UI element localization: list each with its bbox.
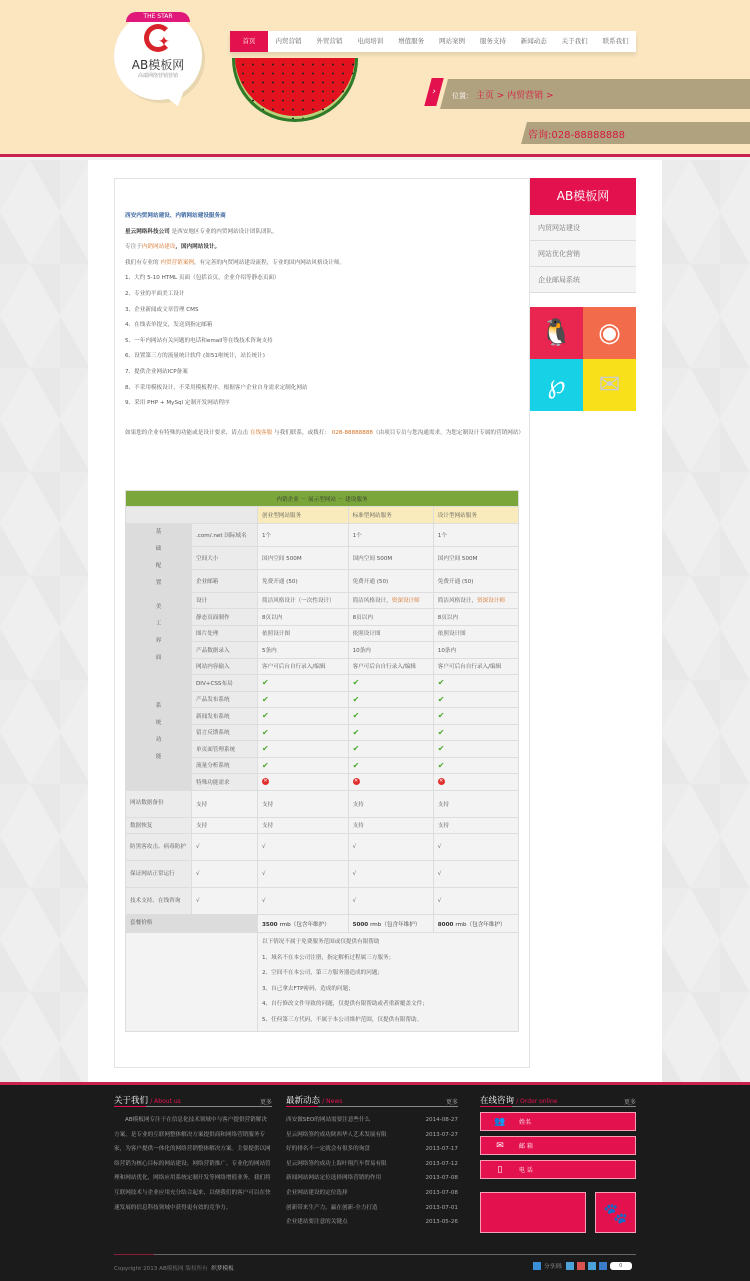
sidebar-item[interactable]: 企业邮局系统 <box>530 267 636 293</box>
check-icon: ✔ <box>437 744 445 754</box>
table-row: 系 统 功 能 DIV+CSS布局 ✔ ✔ ✔ <box>126 675 519 692</box>
cases-link[interactable]: 内贸营销案例 <box>160 259 194 266</box>
table-row: 网站数据备份 支持 支持 支持 支持 <box>126 790 519 817</box>
article-title: 西安内贸网站建设、内销网站建设服务商 <box>125 213 226 219</box>
price-row: 套餐价格 3500 rmb（包含年维护） 5000 rmb（包含年维护） 8000 rmb（包含年维护） <box>126 915 519 933</box>
check-icon: ✔ <box>352 678 360 688</box>
table-title: 内销企业 － 展示型网站 － 建设服务 <box>126 491 519 507</box>
copyright: Copyright 2013 AB模板网 版权所有 织梦模板 <box>114 1266 234 1272</box>
check-icon: ✔ <box>437 760 445 770</box>
list-item: 7、提供企业网站ICP备案 <box>125 368 188 375</box>
plan-header: 创业型网站服务 <box>258 507 349 524</box>
contact-phone: 028-88888888 <box>331 429 373 436</box>
table-row: 数据恢复 支持 支持 支持 支持 <box>126 817 519 834</box>
news-item[interactable]: 创新带来生产力，赢在创新-全力打造 2013-07-01 <box>286 1204 458 1211</box>
article-contact: 如果您的企业有特殊的功能或是设计要求，请点击 在线客服 与我们联系，或拨打： 028-88888888（由项目专员与您沟通需求，为您定制设计专属的营销网站） <box>125 429 524 436</box>
paw-icon: 🐾 <box>603 1200 628 1225</box>
note-item: 4、自行修改文件导致的问题，仅提供有限帮助或者重新覆盖文件； <box>262 1001 428 1008</box>
submit-button[interactable] <box>595 1192 636 1233</box>
table-row: 留言反馈系统 ✔ ✔ ✔ <box>126 724 519 741</box>
breadcrumb-path[interactable]: 主页 > 内贸营销 > <box>475 91 554 101</box>
phone-text: 咨询:028-88888888 <box>528 130 625 141</box>
logo-star-icon: ✦ <box>158 34 170 50</box>
check-icon: ✔ <box>352 744 360 754</box>
name-field[interactable]: 👥 姓名 <box>480 1112 636 1131</box>
email-icon[interactable]: ✉ <box>583 359 636 411</box>
check-icon: ✔ <box>262 727 269 737</box>
cross-icon: ✕ <box>439 778 444 785</box>
table-row: 网站内容输入 客户可后台自行录入/编辑 客户可后台自行录入/编辑 客户可后台自行录入/编辑 <box>126 658 519 675</box>
table-row: 新闻发布系统 ✔ ✔ ✔ <box>126 708 519 725</box>
more-link[interactable]: 更多 <box>445 1099 458 1106</box>
people-icon: 👥 <box>494 1116 506 1127</box>
nav-item-ecommerce-training[interactable]: 电商培训 <box>357 37 384 45</box>
online-service-link[interactable]: 在线客服 <box>249 429 273 436</box>
list-item: 4、在线表单提交，发送到指定邮箱 <box>125 322 213 329</box>
watermelon-illustration <box>232 58 358 122</box>
template-link[interactable]: 织梦模板 <box>211 1266 234 1272</box>
nav-item-home[interactable]: 首页 <box>230 31 268 52</box>
qq-icon[interactable]: 🐧 <box>530 307 583 359</box>
table-row: 图片处理 依照设计图 依照设计图 依照设计图 <box>126 625 519 642</box>
nav-item-contact[interactable]: 联系我们 <box>602 37 629 45</box>
pricing-table <box>125 490 519 1032</box>
tencent-weibo-icon[interactable]: ℘ <box>530 359 583 411</box>
check-icon: ✔ <box>352 727 360 737</box>
mail-icon: ✉ <box>496 1140 504 1151</box>
site-header <box>0 0 750 157</box>
nav-item-news[interactable]: 新闻动态 <box>520 37 547 45</box>
check-icon: ✔ <box>262 711 269 721</box>
nav-item-about[interactable]: 关于我们 <box>561 37 588 45</box>
share-count: 0 <box>610 1262 632 1270</box>
news-item[interactable]: 星云网络签约成功陕西华人艺术发展有限 2013-07-27 <box>286 1131 458 1138</box>
table-row: 技术支持、在线咨询 √ √ √ √ <box>126 888 519 915</box>
check-icon: ✔ <box>352 760 360 770</box>
article <box>125 209 525 441</box>
logo-slogan: 高端网络营销营销 <box>137 73 178 79</box>
table-row: 空间大小 国内空间 500M 国内空间 500M 国内空间 500M <box>126 546 519 569</box>
news-item[interactable]: 西安做SEO的网站需要注意些什么 2014-08-27 <box>286 1117 458 1123</box>
note-item: 3、自己拿去FTP密码，造成的问题； <box>262 985 354 992</box>
list-item: 2、专业的平面美工设计 <box>125 290 185 297</box>
phone-icon: ▯ <box>497 1164 503 1175</box>
table-row: 美 工 界 面 设计 简洁风格设计（一次性设计） 简洁风格设计，资深设计师 简洁风格设计，资深设计师 <box>126 592 519 609</box>
nav-item-domestic-marketing[interactable]: 内贸营销 <box>275 37 302 45</box>
sidebar-title: AB模板网 <box>530 178 636 215</box>
nav-item-foreign-marketing[interactable]: 外贸营销 <box>316 37 343 45</box>
more-link[interactable]: 更多 <box>259 1099 272 1106</box>
check-icon: ✔ <box>437 711 445 721</box>
group-label: 系 统 功 能 <box>126 675 192 791</box>
more-link[interactable]: 更多 <box>623 1099 636 1106</box>
news-item[interactable]: 新闻网站网站定位选择网络营销的作用 2013-07-08 <box>286 1175 458 1182</box>
site-logo[interactable] <box>114 12 202 100</box>
group-label: 基 础 配 置 <box>126 523 192 592</box>
table-row: 防黑客攻击、病毒防护 √ √ √ √ <box>126 834 519 861</box>
check-icon: ✔ <box>262 678 269 688</box>
sidebar <box>530 178 636 293</box>
table-row: 产品发布系统 ✔ ✔ ✔ <box>126 691 519 708</box>
check-icon: ✔ <box>262 694 269 704</box>
table-row: 产品数据录入 5条内 10条内 10条内 <box>126 642 519 659</box>
breadcrumb-label: 位置： <box>452 92 473 100</box>
list-item: 9、采用 PHP + MySql 定制开发网站程序 <box>125 400 230 407</box>
group-label: 美 工 界 面 <box>126 592 192 675</box>
table-row: 静态页面制作 8页以内 8页以内 8页以内 <box>126 609 519 626</box>
article-intro: 星云网络科技公司 是西安地区专业的内贸网站设计团队团队。 <box>125 228 278 235</box>
footer-divider <box>114 1254 636 1255</box>
logo-name: AB模板网 <box>131 58 185 72</box>
article-focus: 专注于内销网站建设，国内网站设计。 <box>125 244 221 251</box>
list-item: 3、企业新闻或文章管理 CMS <box>125 306 199 313</box>
qzone-icon[interactable] <box>566 1262 574 1270</box>
sidebar-item[interactable]: 内贸网站建设 <box>530 215 636 241</box>
footer-order: 在线咨询 / Order online 更多 👥 姓名 ✉ 邮 箱 ▯ 电 话 <box>480 1094 636 1179</box>
breadcrumb <box>424 78 750 108</box>
chevron-right-icon: › <box>424 78 444 106</box>
cross-icon: ✕ <box>353 778 359 785</box>
table-row: 基 础 配 置 .com/.net 国际域名 1个 1个 1个 <box>126 523 519 546</box>
note-item: 5、任何第三方代码，不属于本公司维护范围，仅提供有限帮助。 <box>262 1016 423 1023</box>
check-icon: ✔ <box>262 744 269 754</box>
check-icon: ✔ <box>437 694 445 704</box>
table-row: 保证网站正常运行 √ √ √ √ <box>126 861 519 888</box>
check-icon: ✔ <box>437 678 445 688</box>
share-bar: 分享到: 0 <box>533 1262 632 1270</box>
plan-header: 设计型网站服务 <box>433 507 518 524</box>
note-item: 2、空间不在本公司，第三方服务器造成的问题； <box>262 970 384 977</box>
plan-header: 标准型网站服务 <box>348 507 433 524</box>
focus-link[interactable]: 内销网站建设 <box>141 244 176 251</box>
list-item: 1、大约 5-10 HTML 页面（包括首页，企业介绍等静态页面） <box>125 275 280 282</box>
footer-news: 最新动态 / News 更多 西安做SEO的网站需要注意些什么 2014-08-27 星云网络签约成功陕西华人艺术发展有限 2013-07-27 好的排名不一定就会有很多的询盘 2013-07-17 星云网络签约成功上海叶翔汽车贸易有限 2013-07-12 新闻网站网站定位选择网络营销的作用 2013-07-08 企业网站建设的定位选择 2013-07-08 创新带来生产力，赢在创新-全力打造 2013-07-01 企业建站要注意的关键点 2013-05-26 <box>286 1094 458 1230</box>
check-icon: ✔ <box>352 711 360 721</box>
nav-item-support[interactable]: 服务支持 <box>479 37 506 45</box>
note-item: 1、域名不在本公司注册，指定解析过程属三方服务； <box>262 954 395 961</box>
list-item: 8、不采用模板设计，不采用模板程序，根据客户企业自身需求定制化网站 <box>125 384 308 391</box>
email-field[interactable]: ✉ 邮 箱 <box>480 1136 636 1155</box>
news-item[interactable]: 企业建站要注意的关键点 2013-05-26 <box>286 1219 458 1226</box>
renren-icon[interactable] <box>599 1262 607 1270</box>
social-tiles <box>530 307 636 411</box>
footer-about: 关于我们 / About us 更多 AB模板网专注于在信息化技术领域中与客户提供营销解决方案，是专业的互联网整体解决方案提供商和网络营销服务专家，为客户提供一体化的网络营销整体解决方案。主要提供以网络营销为核心目标的网站建设、网络营销推广、专业化的网站管理和网站优化，网络应用系统定制开发等网络增值业务。我们将互联网技术与企业应用充分结合起来，以便我们的客户可以在快速发展的信息科技领域中获得更有效的竞争力。 <box>114 1094 272 1215</box>
news-item[interactable]: 企业网站建设的定位选择 2013-07-08 <box>286 1189 458 1196</box>
list-item: 6、设置第三方的流量统计软件 (如51啦统计，站长统计) <box>125 353 265 360</box>
news-item[interactable]: 好的排名不一定就会有很多的询盘 2013-07-17 <box>286 1146 458 1153</box>
sina-weibo-icon[interactable] <box>577 1262 585 1270</box>
table-row: 单页面管理系统 ✔ ✔ ✔ <box>126 741 519 758</box>
table-row: 企业邮箱 免费开通 (50) 免费开通 (50) 免费开通 (50) <box>126 569 519 592</box>
phone-field[interactable]: ▯ 电 话 <box>480 1160 636 1179</box>
article-we: 我们有专业的 内贸营销案例，有完善的内贸网站建设流程，专业的国内网站风格设计师。 <box>125 259 345 266</box>
sidebar-item[interactable]: 网站优化营销 <box>530 241 636 267</box>
list-item: 5、一年内网站有关问题的电话和email等在线技术咨询支持 <box>125 337 273 344</box>
nav-item-cases[interactable]: 网站案例 <box>439 37 465 45</box>
table-row: 特殊功能需求 ✕ ✕ ✕ <box>126 774 519 791</box>
check-icon: ✔ <box>437 727 445 737</box>
news-item[interactable]: 星云网络签约成功上海叶翔汽车贸易有限 2013-07-12 <box>286 1160 458 1167</box>
message-textarea[interactable] <box>480 1192 586 1233</box>
notes-row <box>126 933 519 1032</box>
cross-icon: ✕ <box>263 778 268 785</box>
weibo-icon[interactable]: ◉ <box>583 307 636 359</box>
logo-band: THE STAR <box>126 12 190 22</box>
table-row: 流量分析系统 ✔ ✔ ✔ <box>126 757 519 774</box>
tencent-weibo-share-icon[interactable] <box>588 1262 596 1270</box>
check-icon: ✔ <box>352 694 360 704</box>
check-icon: ✔ <box>262 760 269 770</box>
nav-item-value-added[interactable]: 增值服务 <box>398 37 425 45</box>
about-text: AB模板网专注于在信息化技术领域中与客户提供营销解决方案，是专业的互联网整体解决方案提供商和网络营销服务专家，为客户提供一体化的网络营销整体解决方案。主要提供以网络营销为核心目标的网站建设、网络营销推广、专业化的网站管理和网站优化，网络应用系统定制开发等网络增值业务。我们将互联网技术与企业应用充分结合起来，以便我们的客户可以在快速发展的信息科技领域中获得更有效的竞争力。 <box>114 1117 271 1211</box>
main-nav <box>230 31 636 52</box>
share-plus-icon[interactable] <box>533 1262 541 1270</box>
notes-title: 以下情况不属于免费服务范围或仅提供有限帮助 <box>262 939 380 945</box>
